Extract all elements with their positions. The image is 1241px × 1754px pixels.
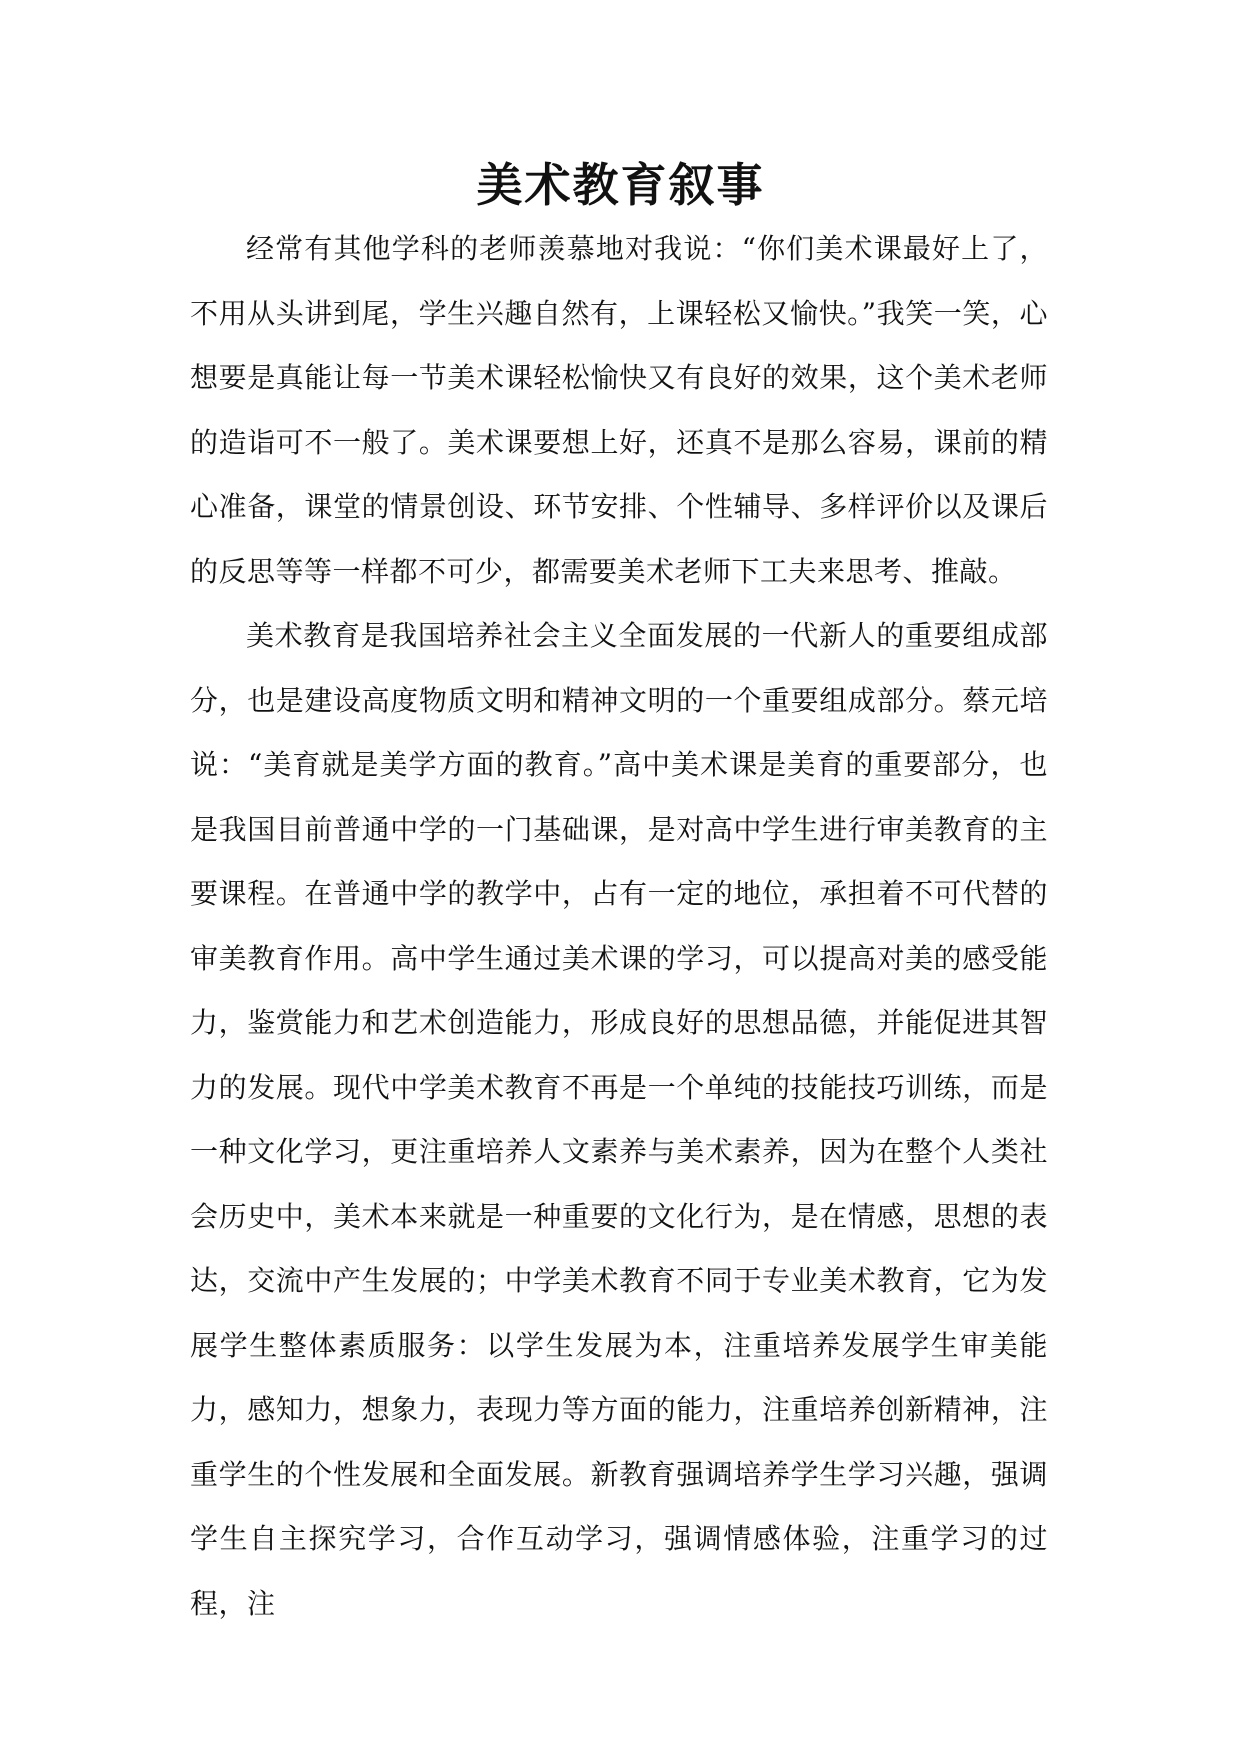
document-body	[190, 217, 1048, 1636]
paragraph-2: 美术教育是我国培养社会主义全面发展的一代新人的重要组成部分，也是建设高度物质文明和精神文明的一个重要组成部分。蔡元培说：“美育就是美学方面的教育。”高中美术课是美育的重要部分，也是我国目前普通中学的一门基础课，是对高中学生进行审美教育的主要课程。在普通中学的教学中，占有一定的地位，承担着不可代替的审美教育作用。高中学生通过美术课的学习，可以提高对美的感受能力，鉴赏能力和艺术创造能力，形成良好的思想品德，并能促进其智力的发展。现代中学美术教育不再是一个单纯的技能技巧训练，而是一种文化学习，更注重培养人文素养与美术素养，因为在整个人类社会历史中，美术本来就是一种重要的文化行为，是在情感，思想的表达，交流中产生发展的；中学美术教育不同于专业美术教育，它为发展学生整体素质服务：以学生发展为本，注重培养发展学生审美能力，感知力，想象力，表现力等方面的能力，注重培养创新精神，注重学生的个性发展和全面发展。新教育强调培养学生学习兴趣，强调学生自主探究学习，合作互动学习，强调情感体验，注重学习的过程，注	[190, 619, 1048, 1620]
paragraph-1: 经常有其他学科的老师羡慕地对我说：“你们美术课最好上了，不用从头讲到尾，学生兴趣自然有，上课轻松又愉快。”我笑一笑，心想要是真能让每一节美术课轻松愉快又有良好的效果，这个美术老师的造诣可不一般了。美术课要想上好，还真不是那么容易，课前的精心准备，课堂的情景创设、环节安排、个性辅导、多样评价以及课后的反思等等一样都不可少，都需要美术老师下工夫来思考、推敲。	[190, 232, 1048, 588]
document-title: 美术教育叙事	[476, 158, 765, 212]
